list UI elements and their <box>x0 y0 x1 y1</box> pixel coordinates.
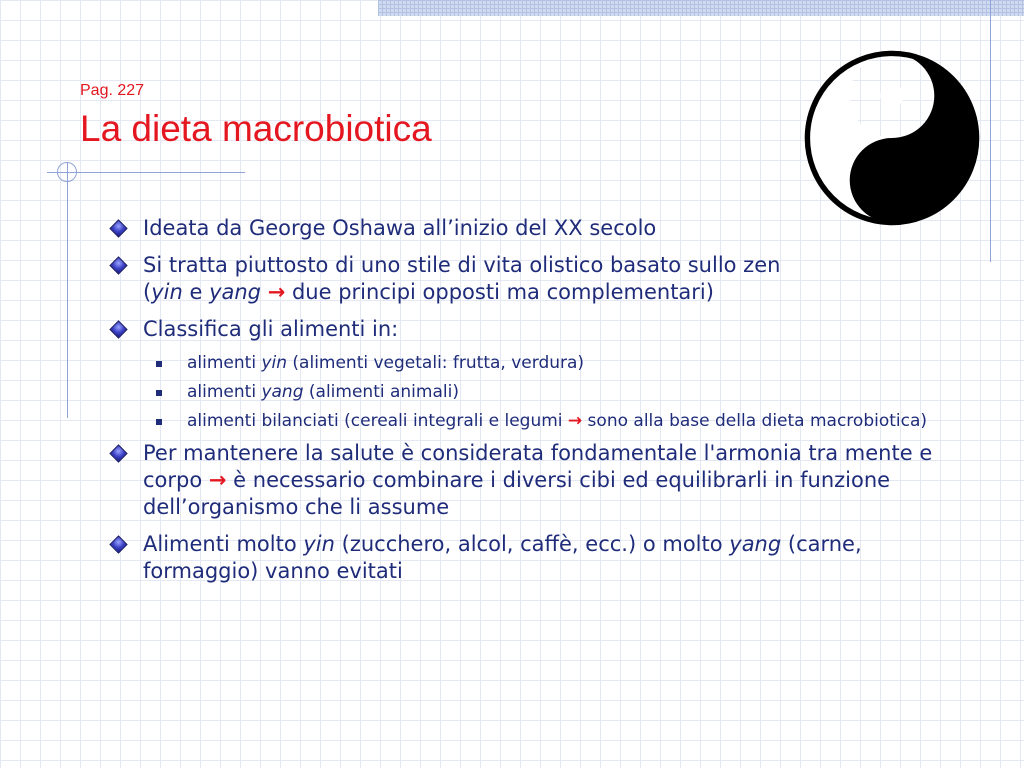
bullet-text: Per mantenere la salute è considerata fondamentale l'armonia tra mente e corpo <box>143 441 939 492</box>
bullet-item <box>106 215 956 242</box>
right-arrow-icon: → <box>267 280 286 304</box>
bullet-text: (carne, formaggio) vanno evitati <box>143 532 869 583</box>
term-yang: yang <box>729 532 782 556</box>
sub-bullet-text: (alimenti vegetali: frutta, verdura) <box>287 353 585 373</box>
diamond-bullet-icon <box>109 320 127 338</box>
square-bullet-icon <box>156 361 162 367</box>
diamond-bullet-icon <box>109 535 127 553</box>
bullet-text: è necessario combinare i diversi cibi ed equilibrarli in funzione dell’organismo che li assume <box>143 468 897 519</box>
yin-yang-icon <box>802 48 982 228</box>
bullet-item <box>106 531 956 585</box>
bullet-text: Si tratta piuttosto di uno stile di vita olistico basato sullo zen <box>143 253 781 277</box>
diamond-bullet-icon <box>109 219 127 237</box>
sub-bullet-text: alimenti <box>187 382 262 402</box>
bullet-item <box>106 316 956 343</box>
bullet-text: Alimenti molto <box>143 532 304 556</box>
right-arrow-icon: → <box>208 468 227 492</box>
sub-bullet-text: alimenti bilanciati (cereali integrali e legumi <box>187 411 568 431</box>
bullet-text: (zucchero, alcol, caffè, ecc.) o molto <box>334 532 730 556</box>
right-arrow-icon: → <box>567 411 583 431</box>
diamond-bullet-icon <box>109 444 127 462</box>
decorative-circle <box>57 162 77 182</box>
sub-bullet-text: sono alla base della dieta macrobiotica) <box>582 411 928 431</box>
term-yin: yin <box>303 532 335 556</box>
term-yang: yang <box>209 280 261 304</box>
slide-title: La dieta macrobiotica <box>80 108 432 149</box>
term-yang: yang <box>261 382 304 402</box>
bullet-item <box>106 252 956 306</box>
sub-bullet-text: (alimenti animali) <box>303 382 459 402</box>
bullet-text: Classifica gli alimenti in: <box>143 317 399 341</box>
open-paren: ( <box>143 280 152 304</box>
sub-bullet-item <box>106 411 956 432</box>
bullet-text: Ideata da George Oshawa all’inizio del XX secolo <box>143 216 657 240</box>
square-bullet-icon <box>156 419 162 425</box>
diamond-bullet-icon <box>109 256 127 274</box>
slide-content <box>106 215 956 595</box>
header-decoration-band <box>378 0 1024 16</box>
bullet-item <box>106 440 956 521</box>
page-number: Pag. 227 <box>80 82 145 99</box>
sub-list <box>106 353 956 432</box>
decorative-vertical-line-right <box>990 0 991 262</box>
term-yin: yin <box>261 353 288 373</box>
decorative-vertical-line-left <box>67 162 68 418</box>
bullet-text: due principi opposti ma complementari) <box>285 280 714 304</box>
term-yin: yin <box>151 280 183 304</box>
conjunction: e <box>182 280 210 304</box>
sub-bullet-text: alimenti <box>187 353 262 373</box>
sub-bullet-item <box>106 382 956 403</box>
sub-bullet-item <box>106 353 956 374</box>
square-bullet-icon <box>156 390 162 396</box>
